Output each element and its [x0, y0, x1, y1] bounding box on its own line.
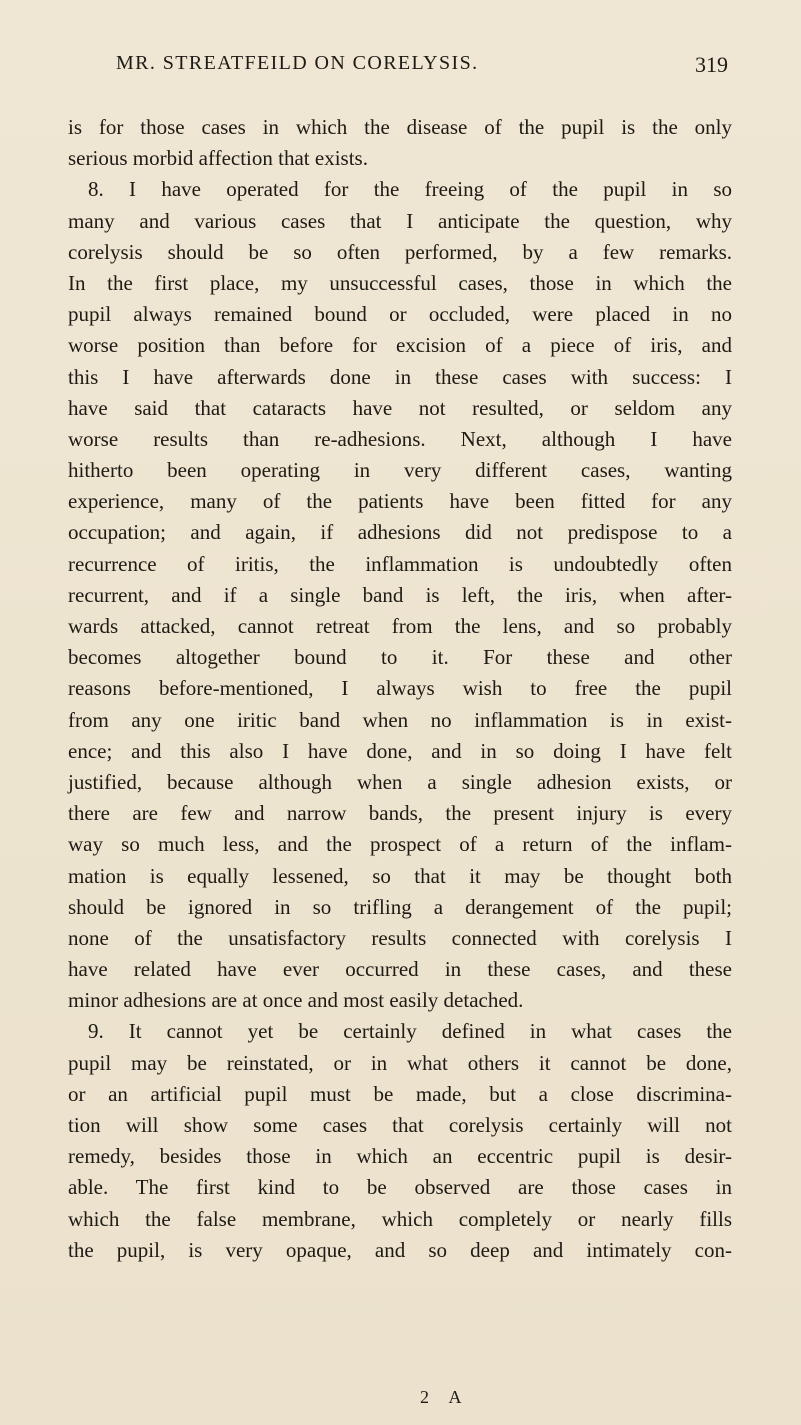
- text-line: is for those cases in which the disease of the pupil is the only: [68, 115, 732, 139]
- text-line: worse position than before for excision of a piece of iris, and: [68, 333, 732, 358]
- text-line: have related have ever occurred in these cases, and these: [68, 957, 732, 982]
- text-line: hitherto been operating in very different cases, wanting: [68, 458, 732, 483]
- text-line: many and various cases that I anticipate the question, why: [68, 208, 732, 233]
- text-line: which the false membrane, which completely or nearly fills: [68, 1206, 732, 1231]
- text-line: should be ignored in so trifling a derangement of the pupil;: [68, 894, 732, 919]
- text-line: In the first place, my unsuccessful cases, those in which the: [68, 270, 732, 295]
- text-line: wards attacked, cannot retreat from the lens, and so probably: [68, 614, 732, 638]
- text-line: worse results than re-adhesions. Next, although I have: [68, 426, 732, 451]
- text-line: 9. It cannot yet be certainly defined in what cases the: [88, 1019, 732, 1044]
- running-head: MR. STREATFEILD ON CORELYSIS.: [116, 52, 479, 74]
- text-line: or an artificial pupil must be made, but a close discrimina-: [68, 1081, 732, 1106]
- text-line: this I have afterwards done in these cases with success: I: [68, 364, 732, 389]
- text-line: way so much less, and the prospect of a return of the inflam-: [68, 832, 732, 857]
- text-line: there are few and narrow bands, the present injury is every: [68, 801, 732, 826]
- text-line: experience, many of the patients have been fitted for any: [68, 489, 732, 514]
- page-header: [68, 52, 728, 88]
- text-line: pupil may be reinstated, or in what others it cannot be done,: [68, 1050, 732, 1075]
- text-line: have said that cataracts have not resulted, or seldom any: [68, 395, 732, 420]
- text-line: pupil always remained bound or occluded, were placed in no: [68, 302, 732, 327]
- text-line: serious morbid affection that exists.: [68, 146, 368, 171]
- text-line: becomes altogether bound to it. For these and other: [68, 645, 732, 670]
- text-line: the pupil, is very opaque, and so deep and intimately con-: [68, 1237, 732, 1262]
- body-text: [68, 112, 732, 1266]
- text-line: ence; and this also I have done, and in so doing I have felt: [68, 738, 732, 763]
- text-line: tion will show some cases that corelysis certainly will not: [68, 1113, 732, 1137]
- text-line: justified, because although when a single adhesion exists, or: [68, 769, 732, 794]
- text-line: remedy, besides those in which an eccentric pupil is desir-: [68, 1144, 732, 1169]
- page-number: 319: [695, 52, 728, 77]
- text-line: 8. I have operated for the freeing of the pupil in so: [88, 177, 732, 202]
- text-line: recurrent, and if a single band is left, the iris, when after-: [68, 582, 732, 607]
- text-line: reasons before-mentioned, I always wish to free the pupil: [68, 676, 732, 701]
- text-line: recurrence of iritis, the inflammation is undoubtedly often: [68, 551, 732, 576]
- text-line: from any one iritic band when no inflammation is in exist-: [68, 707, 732, 732]
- text-line: minor adhesions are at once and most easily detached.: [68, 988, 524, 1013]
- printer-signature: 2 A: [420, 1387, 470, 1407]
- text-line: corelysis should be so often performed, by a few remarks.: [68, 239, 732, 264]
- text-line: none of the unsatisfactory results connected with corelysis I: [68, 925, 732, 950]
- text-line: occupation; and again, if adhesions did not predispose to a: [68, 520, 732, 545]
- text-line: mation is equally lessened, so that it may be thought both: [68, 863, 732, 888]
- text-line: able. The first kind to be observed are those cases in: [68, 1175, 732, 1200]
